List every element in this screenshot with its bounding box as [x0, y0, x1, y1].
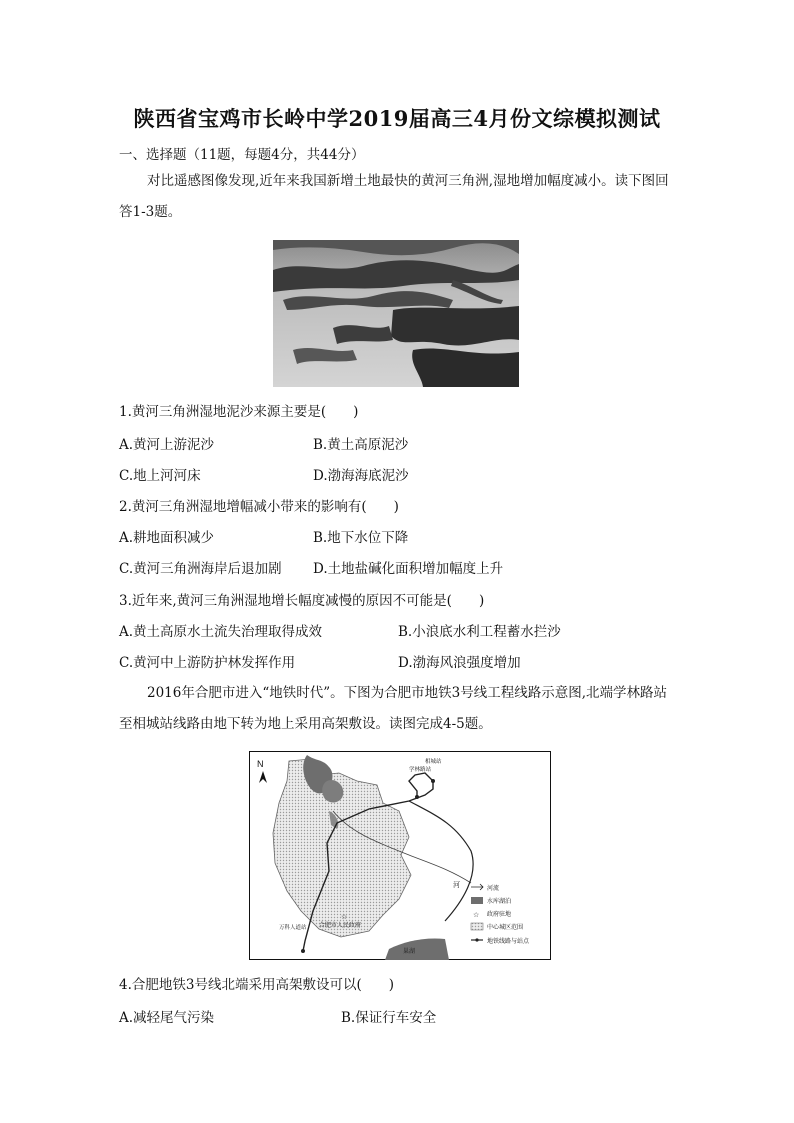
question-1-stem: 1.黄河三角洲湿地泥沙来源主要是( )	[119, 404, 359, 420]
gov-label: 合肥市人民政府	[319, 923, 362, 929]
river-label: 河	[453, 881, 460, 889]
legend-lake-icon	[471, 897, 483, 904]
legend-gov-icon: ☆	[473, 911, 480, 919]
question-3-option-c: C.黄河中上游防护林发挥作用	[119, 655, 296, 671]
question-4-stem: 4.合肥地铁3号线北端采用高架敷设可以( )	[119, 977, 395, 993]
lake-label: 巢湖	[403, 949, 416, 955]
question-2-stem: 2.黄河三角洲湿地增幅减小带来的影响有( )	[119, 499, 399, 515]
station-south-label: 万科人道站	[279, 925, 307, 931]
question-4-option-a: A.减轻尾气污染	[119, 1010, 215, 1026]
station-xuelin-label: 学林路站	[409, 767, 432, 773]
legend-gov: 政府驻地	[487, 912, 512, 918]
legend-metro-dot	[475, 938, 478, 941]
gov-star-icon: ☆	[341, 913, 348, 921]
intro-paragraph-2: 2016年合肥市进入“地铁时代”。下图为合肥市地铁3号线工程线路示意图,北端学林路站至相城站线路由地下转为地上采用高架敷设。读图完成4-5题。	[119, 685, 668, 732]
question-4-option-b: B.保证行车安全	[341, 1010, 437, 1026]
legend-river: 河流	[487, 886, 500, 892]
legend-lake: 水库湖泊	[487, 899, 512, 905]
legend-urban-icon	[471, 923, 483, 930]
question-2-option-a: A.耕地面积减少	[119, 530, 215, 546]
question-1-option-d: D.渤海海底泥沙	[313, 468, 409, 484]
question-2-option-b: B.地下水位下降	[313, 530, 409, 546]
wetland-aerial-photo	[273, 240, 519, 387]
page-title: 陕西省宝鸡市长岭中学2019届高三4月份文综模拟测试	[133, 106, 661, 131]
station-xuelin-marker	[415, 795, 419, 799]
station-south-marker	[301, 949, 305, 953]
section-heading: 一、选择题（11题，每题4分，共44分）	[119, 147, 365, 163]
question-3-option-a: A.黄土高原水土流失治理取得成效	[119, 624, 323, 640]
question-2-option-c: C.黄河三角洲海岸后退加剧	[119, 561, 282, 577]
question-2-option-d: D.土地盐碱化面积增加幅度上升	[313, 561, 504, 577]
question-1-option-a: A.黄河上游泥沙	[119, 437, 215, 453]
station-xiangcheng-label: 相城站	[425, 759, 442, 765]
hefei-metro-map	[249, 751, 551, 960]
question-1-option-b: B.黄土高原泥沙	[313, 437, 409, 453]
question-3-option-d: D.渤海风浪强度增加	[398, 655, 521, 671]
station-xiangcheng-marker	[431, 779, 435, 783]
question-3-stem: 3.近年来,黄河三角洲湿地增长幅度减慢的原因不可能是( )	[119, 593, 485, 609]
legend-urban: 中心城区范围	[487, 925, 524, 931]
question-1-option-c: C.地上河河床	[119, 468, 201, 484]
north-label: N	[257, 759, 264, 769]
intro-paragraph-1: 对比遥感图像发现,近年来我国新增土地最快的黄河三角洲,湿地增加幅度减小。读下图回答1-3题。	[119, 173, 669, 220]
question-3-option-b: B.小浪底水利工程蓄水拦沙	[398, 624, 561, 640]
legend-metro: 地铁线路与站点	[487, 939, 530, 945]
